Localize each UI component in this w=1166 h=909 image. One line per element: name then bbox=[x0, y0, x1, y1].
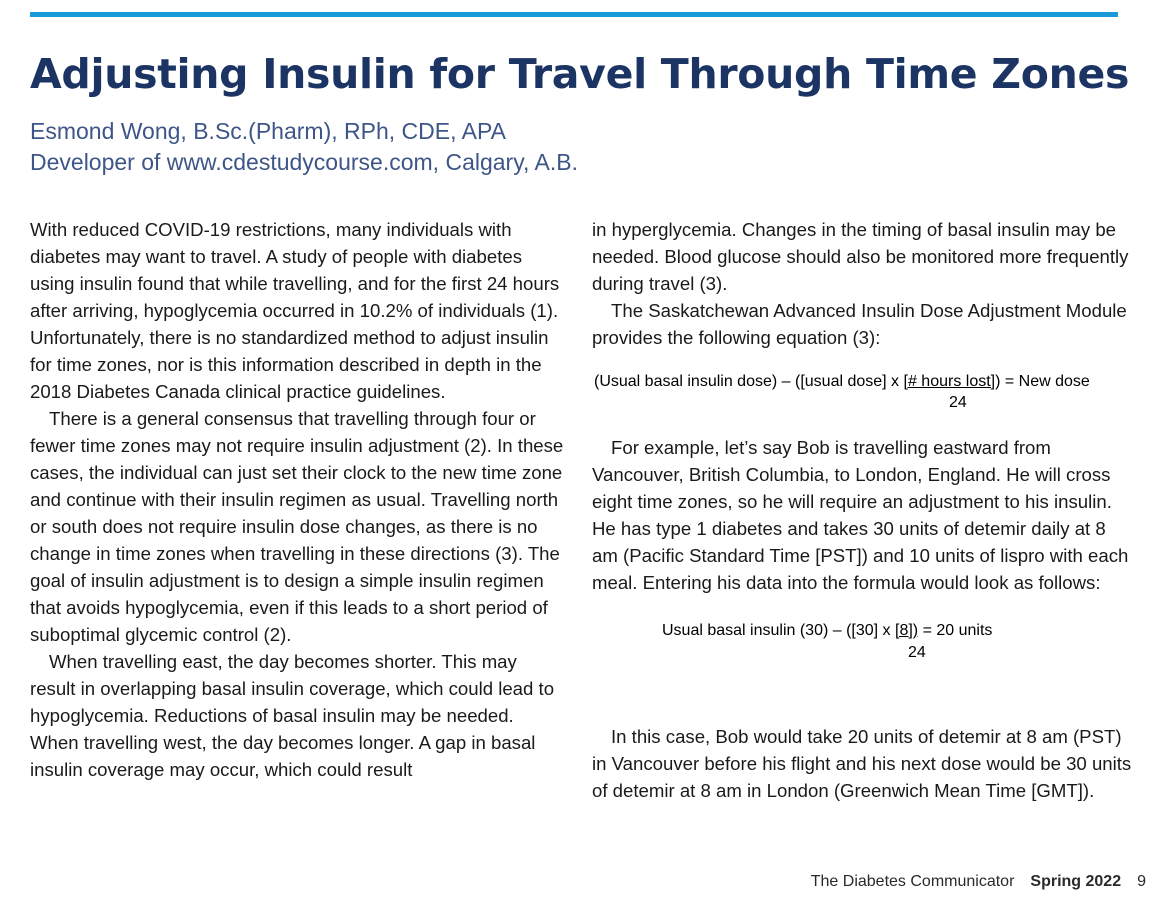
issue-label: Spring 2022 bbox=[1030, 873, 1122, 890]
equation-general-denominator: 24 bbox=[949, 394, 967, 411]
equation-general-text: (Usual basal insulin dose) – ([usual dose] x bbox=[594, 373, 904, 390]
paragraph-consensus: There is a general consensus that travelling through four or fewer time zones may not require insulin adjustment (2). In these cases, the individual can just set their clock to the new time zone and continue with their insulin regimen as usual. Travelling north or south does not require insulin dose changes, as there is no change in time zones when travelling in these directions (3). The goal of insulin adjustment is to design a simple insulin regimen that avoids hypoglycemia, even if this leads to a short period of suboptimal glycemic control (2). bbox=[30, 408, 564, 645]
left-column bbox=[30, 216, 564, 783]
paragraph-intro: With reduced COVID-19 restrictions, many individuals with diabetes may want to travel. A study of people with diabetes using insulin found that while travelling, and for the first 24 hours after arriving, hypoglycemia occurred in 10.2% of individuals (1). Unfortunately, there is no standardized method to adjust insulin for time zones, nor is this information described in depth in the 2018 Diabetes Canada clinical practice guidelines. bbox=[30, 219, 560, 402]
equation-example-numerator bbox=[662, 620, 992, 641]
equation-general-hours-lost: [# hours lost] bbox=[903, 373, 996, 390]
equation-general-result: ) = New dose bbox=[995, 373, 1090, 390]
byline bbox=[30, 116, 578, 178]
equation-example-denominator: 24 bbox=[908, 644, 926, 661]
page-number: 9 bbox=[1137, 873, 1146, 890]
paragraph-east-west: When travelling east, the day becomes shorter. This may result in overlapping basal insulin coverage, which could lead to hypoglycemia. Reductions of basal insulin may be needed. When travelling west, the day becomes longer. A gap in basal insulin coverage may occur, which could result bbox=[30, 651, 555, 780]
paragraph-conclusion: In this case, Bob would take 20 units of detemir at 8 am (PST) in Vancouver before his flight and his next dose would be 30 units of detemir at 8 am in London (Greenwich Mean Time [GMT]). bbox=[592, 726, 1132, 801]
publication-name: The Diabetes Communicator bbox=[810, 873, 1015, 890]
author-line: Esmond Wong, B.Sc.(Pharm), RPh, CDE, APA bbox=[30, 118, 506, 144]
top-accent-rule bbox=[30, 12, 1118, 17]
paragraph-hyperglycemia: in hyperglycemia. Changes in the timing of basal insulin may be needed. Blood glucose should also be monitored more frequently during travel (3). bbox=[592, 219, 1129, 294]
page-footer bbox=[811, 871, 1146, 893]
affiliation-line: Developer of www.cdestudycourse.com, Calgary, A.B. bbox=[30, 149, 578, 175]
equation-example-hours: [8]) bbox=[895, 622, 919, 639]
article-title: Adjusting Insulin for Travel Through Time Zones bbox=[30, 50, 1130, 98]
paragraph-saskatchewan-module: The Saskatchewan Advanced Insulin Dose Adjustment Module provides the following equation (3): bbox=[592, 300, 1127, 348]
equation-general bbox=[592, 371, 1132, 421]
paragraph-bob-example: For example, let’s say Bob is travelling eastward from Vancouver, British Columbia, to London, England. He will cross eight time zones, so he will require an adjustment to his insulin. He has type 1 diabetes and takes 30 units of detemir daily at 8 am (Pacific Standard Time [PST]) and 10 units of lispro with each meal. Entering his data into the formula would look as follows: bbox=[592, 437, 1129, 593]
right-column bbox=[592, 216, 1132, 804]
equation-example bbox=[592, 620, 1132, 668]
equation-example-text: Usual basal insulin (30) – ([30] x bbox=[662, 622, 895, 639]
equation-example-result: = 20 units bbox=[918, 622, 993, 639]
equation-general-numerator bbox=[594, 371, 1090, 392]
